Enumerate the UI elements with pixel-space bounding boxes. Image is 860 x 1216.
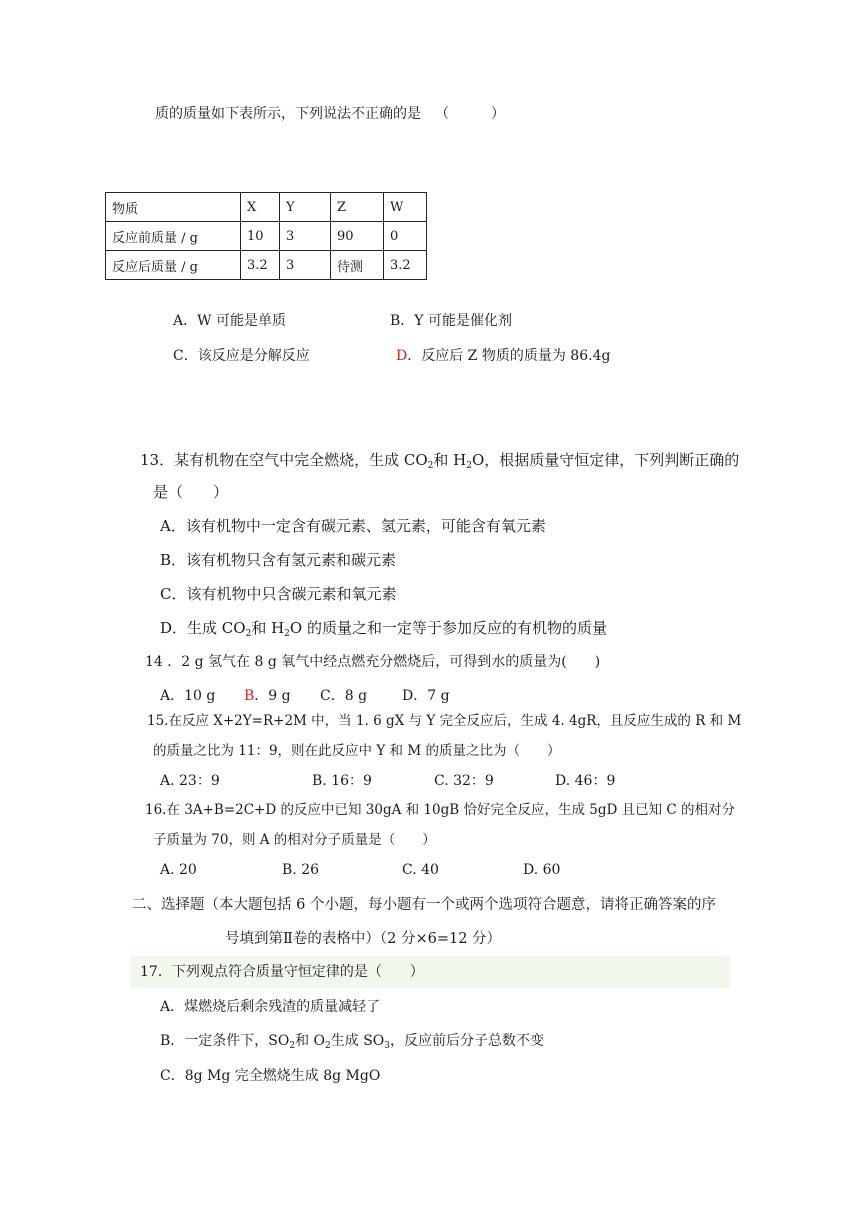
option-d: D．生成 $CO_2$和 $H_2O$ 的质量之和一定等于参加反应的有机物的质量 <box>160 619 607 639</box>
table-header-cell: X <box>241 193 280 222</box>
table-cell: 反应后质量 / g <box>106 251 241 280</box>
question-13-stem-line2: 是（ ） <box>153 483 229 501</box>
question-15-stem: 15.在反应 X+2Y=R+2M 中，当 1. 6 gX 与 Y 完全反应后，生成 4. 4gR，且反应生成的 R 和 M <box>147 713 742 729</box>
table-header-row <box>106 193 427 222</box>
option-d: D．7 g <box>402 688 450 704</box>
table-header-cell: W <box>384 193 427 222</box>
option-b: B．该有机物只含有氢元素和碳元素 <box>160 551 397 569</box>
table-header-cell: Y <box>280 193 331 222</box>
table-cell: 10 <box>241 222 280 251</box>
table-cell: 反应前质量 / g <box>106 222 241 251</box>
option-d: D．反应后 Z 物质的质量为 86.4g <box>396 348 611 364</box>
option-c: C．该有机物中只含碳元素和氧元素 <box>160 585 397 603</box>
option-b: B．9 g <box>244 688 291 704</box>
option-c: C．该反应是分解反应 <box>173 348 310 364</box>
table-cell: 3.2 <box>384 251 427 280</box>
mass-table <box>105 192 427 280</box>
table-cell: 3.2 <box>241 251 280 280</box>
question-13-stem: 13．某有机物在空气中完全燃烧，生成 $CO_2$和 $H_2O$，根据质量守恒定律，下列判断正确的 <box>140 451 740 471</box>
question-15-stem-line2: 的质量之比为 11：9，则在此反应中 Y 和 M 的质量之比为（ ） <box>153 743 561 759</box>
table-header-cell: Z <box>331 193 384 222</box>
option-a: A．W 可能是单质 <box>173 313 286 329</box>
table-row <box>106 222 427 251</box>
option-c: C. 40 <box>402 862 439 878</box>
option-b: B．一定条件下，$SO_2$和 $O_2$生成 $SO_3$，反应前后分子总数不变 <box>160 1033 545 1051</box>
section-heading: 二、选择题（本大题包括 6 个小题，每小题有一个或两个选项符合题意，请将正确答案的序 <box>132 897 716 913</box>
option-a: A．煤燃烧后剩余残渣的质量减轻了 <box>160 999 381 1015</box>
table-row <box>106 251 427 280</box>
option-a: A. 20 <box>160 862 197 878</box>
section-heading-line2: 号填到第Ⅱ卷的表格中）（2 分×6=12 分） <box>225 931 502 947</box>
option-a: A. 23：9 <box>160 773 220 789</box>
option-c: C．8g Mg 完全燃烧生成 8g MgO <box>160 1068 381 1084</box>
option-d: D. 46：9 <box>555 773 616 789</box>
answer-letter: B <box>244 688 255 704</box>
table-cell: 90 <box>331 222 384 251</box>
table-cell: 3 <box>280 222 331 251</box>
answer-letter: D <box>396 348 408 364</box>
table-cell: 0 <box>384 222 427 251</box>
table-cell: 待测 <box>331 251 384 280</box>
option-b: B．Y 可能是催化剂 <box>390 313 512 329</box>
question-17-stem: 17．下列观点符合质量守恒定律的是（ ） <box>140 964 424 980</box>
question-14-stem: 14 ．2 g 氢气在 8 g 氧气中经点燃充分燃烧后，可得到水的质量为( ) <box>145 654 601 670</box>
option-c: C. 32：9 <box>434 773 494 789</box>
table-cell: 3 <box>280 251 331 280</box>
option-a: A．10 g <box>160 688 216 704</box>
option-b: B. 26 <box>282 862 320 878</box>
option-c: C．8 g <box>320 688 368 704</box>
option-a: A．该有机物中一定含有碳元素、氢元素，可能含有氧元素 <box>160 517 546 535</box>
question-16-stem-line2: 子质量为 70，则 A 的相对分子质量是（ ） <box>153 832 436 848</box>
question-16-stem: 16.在 3A+B=2C+D 的反应中已知 30gA 和 10gB 恰好完全反应，生成 5gD 且已知 C 的相对分 <box>145 802 736 818</box>
question-stem-continuation: 质的质量如下表所示，下列说法不正确的是 （ ） <box>155 106 505 122</box>
option-d: D. 60 <box>523 862 561 878</box>
option-b: B. 16：9 <box>312 773 372 789</box>
table-header-cell: 物质 <box>106 193 241 222</box>
